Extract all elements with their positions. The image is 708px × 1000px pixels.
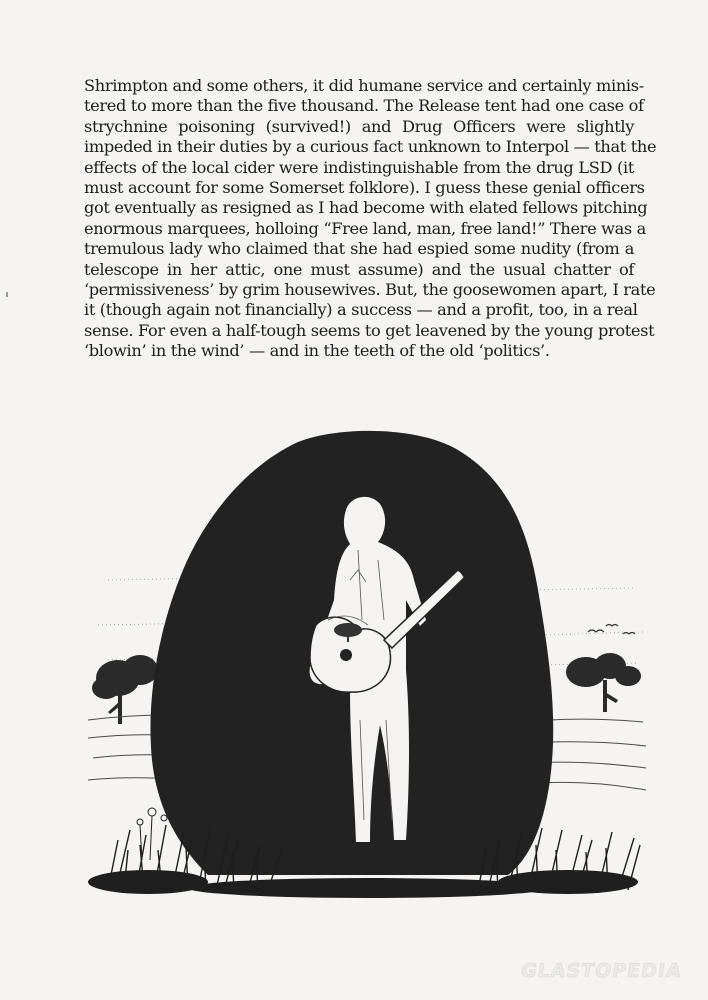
text-line: must account for some Somerset folklore). I guess these genial officers (84, 177, 645, 197)
margin-mark (6, 292, 8, 297)
birds (588, 625, 635, 635)
standing-stone-guitarist-illustration (88, 420, 648, 900)
glastopedia-watermark: GLASTOPEDIA (519, 960, 684, 982)
text-line: ‘permissiveness’ by grim housewives. But, the goosewomen apart, I rate (84, 279, 656, 299)
text-line: got eventually as resigned as I had become with elated fellows pitching (84, 198, 648, 218)
text-line: telescope in her attic, one must assume) and the usual chatter of (84, 259, 634, 279)
text-line: sense. For even a half-tough seems to get leavened by the young protest (84, 320, 655, 340)
body-text (84, 76, 657, 361)
right-tree (566, 653, 641, 712)
text-line: strychnine poisoning (survived!) and Drug Officers were slightly (84, 116, 634, 136)
text-line: ‘blowin’ in the wind’ — and in the teeth of the old ‘politics’. (84, 341, 550, 361)
text-line: effects of the local cider were indistinguishable from the drug LSD (it (84, 157, 634, 177)
text-line: impeded in their duties by a curious fact unknown to Interpol — that the (84, 137, 657, 157)
text-line: tered to more than the five thousand. The Release tent had one case of (84, 96, 644, 116)
text-line: enormous marquees, holloing “Free land, man, free land!” There was a (84, 218, 646, 238)
text-line: it (though again not financially) a success — and a profit, too, in a real (84, 300, 638, 320)
text-line: Shrimpton and some others, it did humane service and certainly minis- (84, 76, 644, 95)
text-line: tremulous lady who claimed that she had espied some nudity (from a (84, 239, 634, 259)
left-tree (92, 655, 158, 724)
